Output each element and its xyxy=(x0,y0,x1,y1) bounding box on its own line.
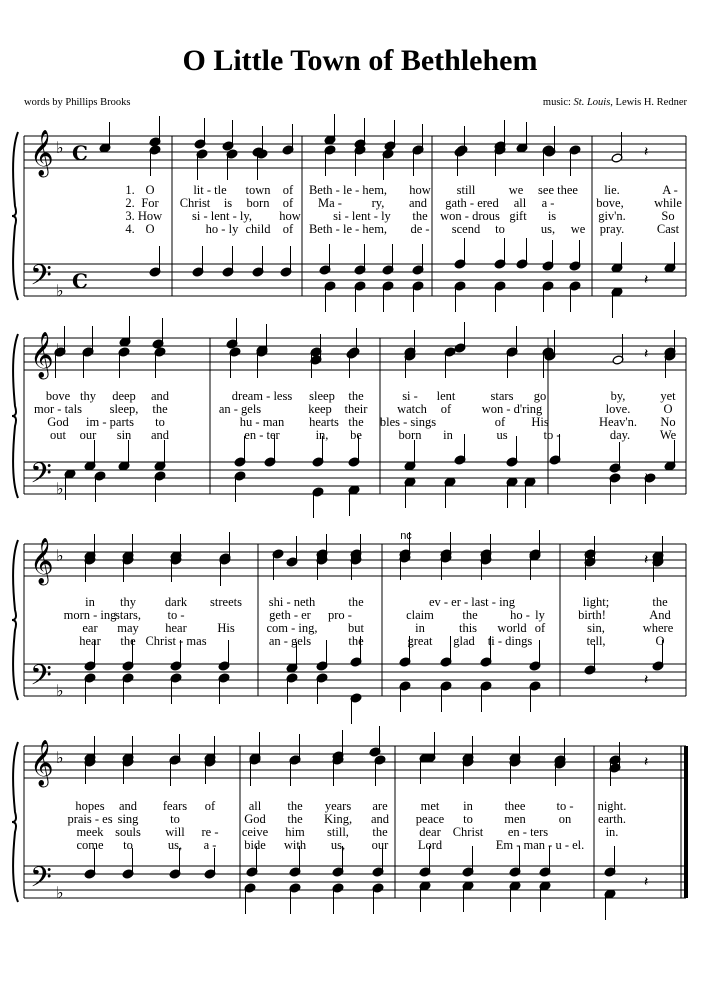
lyric-syllable: with xyxy=(283,838,307,852)
lyric-syllable: to xyxy=(463,812,473,826)
lyric-syllable: how xyxy=(409,183,431,197)
lyric-syllable: the xyxy=(372,825,388,839)
lyric-syllable: a - xyxy=(541,196,555,210)
lyric-syllable: thy xyxy=(80,389,96,403)
lyric-syllable: of xyxy=(440,402,452,416)
lyric-syllable: light; xyxy=(582,595,610,609)
lyric-syllable: thy xyxy=(120,595,136,609)
lyric-syllable: met xyxy=(420,799,440,813)
lyric-syllable: prais - es xyxy=(67,812,113,826)
lyric-syllable: claim xyxy=(406,608,434,622)
lyric-syllable: de - xyxy=(410,222,430,236)
lyric-syllable: And xyxy=(649,608,671,622)
lyric-syllable: us, xyxy=(167,838,183,852)
lyric-syllable: birth! xyxy=(578,608,606,622)
lyric-syllable: hopes xyxy=(75,799,105,813)
lyric-syllable: sleep xyxy=(309,389,335,403)
lyric-syllable: earth. xyxy=(597,812,627,826)
key-flat-icon: ♭ xyxy=(56,138,64,157)
lyric-syllable: of xyxy=(494,415,506,429)
quarter-rest-icon: 𝄽 xyxy=(644,144,649,160)
lyric-syllable: of xyxy=(534,621,546,635)
lyric-syllable: out xyxy=(50,428,66,442)
bass-clef-icon: 𝄢 xyxy=(30,457,52,497)
lyric-syllable: Heav'n. xyxy=(598,415,638,429)
treble-clef-icon: 𝄞 xyxy=(30,332,54,378)
lyric-syllable: hear xyxy=(79,634,101,648)
lyric-syllable: ev - er - last - ing xyxy=(428,595,516,609)
lyric-syllable: an - gels xyxy=(268,634,312,648)
treble-clef-icon: 𝄞 xyxy=(30,130,54,176)
lyric-syllable: tell, xyxy=(586,634,606,648)
lyric-syllable: peace xyxy=(415,812,445,826)
common-time-icon: C xyxy=(72,269,88,293)
lyric-syllable: all xyxy=(513,196,527,210)
lyric-syllable: in xyxy=(463,799,473,813)
lyric-syllable: a - xyxy=(203,838,217,852)
lyric-syllable: to - xyxy=(167,608,185,622)
lyric-syllable: 2. xyxy=(125,196,135,210)
lyric-syllable: in xyxy=(415,621,425,635)
lyric-syllable: For xyxy=(141,196,159,210)
hymn-title: O Little Town of Bethlehem xyxy=(182,44,538,77)
lyric-syllable: our xyxy=(371,838,389,852)
common-time-icon: C xyxy=(72,141,88,165)
lyric-syllable: to xyxy=(170,812,180,826)
lyric-syllable: great xyxy=(407,634,433,648)
quarter-rest-icon: 𝄽 xyxy=(644,874,649,890)
lyric-syllable: we xyxy=(570,222,586,236)
quarter-rest-icon: 𝄽 xyxy=(644,346,649,362)
lyric-syllable: gath - ered xyxy=(445,196,499,210)
lyric-syllable: night. xyxy=(597,799,627,813)
key-flat-icon: ♭ xyxy=(56,281,64,300)
lyric-syllable: streets xyxy=(210,595,242,609)
lyric-syllable: fears xyxy=(162,799,188,813)
key-flat-icon: ♭ xyxy=(56,681,64,700)
key-flat-icon: ♭ xyxy=(56,748,64,767)
bass-clef-icon: 𝄢 xyxy=(30,259,52,299)
lyric-syllable: men xyxy=(504,812,526,826)
lyric-syllable: an - gels xyxy=(218,402,262,416)
lyric-syllable: the xyxy=(348,595,364,609)
lyric-syllable: keep xyxy=(308,402,332,416)
lyric-syllable: in. xyxy=(605,825,619,839)
lyric-syllable: God xyxy=(244,812,266,826)
lyric-syllable: Christ - mas xyxy=(145,634,207,648)
lyric-syllable: the xyxy=(348,389,364,403)
lyric-syllable: to - xyxy=(543,428,561,442)
lyric-syllable: the xyxy=(152,402,168,416)
lyric-syllable: ear xyxy=(82,621,98,635)
lyric-syllable: hear xyxy=(165,621,187,635)
lyric-syllable: hu - man xyxy=(239,415,285,429)
lyric-syllable: meek xyxy=(76,825,104,839)
chord-symbol-nc: nc xyxy=(400,530,412,542)
music-credit-tune: St. Louis xyxy=(573,97,611,108)
lyric-syllable: may xyxy=(117,621,139,635)
lyric-syllable: of xyxy=(282,196,294,210)
lyric-syllable: to xyxy=(495,222,505,236)
lyric-syllable: re - xyxy=(201,825,219,839)
lyric-syllable: born xyxy=(246,196,270,210)
key-flat-icon: ♭ xyxy=(56,546,64,565)
lyric-syllable: town xyxy=(245,183,271,197)
lyric-syllable: sin xyxy=(116,428,132,442)
lyric-syllable: giv'n. xyxy=(598,209,626,223)
lyric-syllable: love. xyxy=(605,402,631,416)
lyric-syllable: in, xyxy=(315,428,329,442)
lyric-syllable: this xyxy=(458,621,478,635)
lyric-syllable: him xyxy=(285,825,305,839)
treble-clef-icon: 𝄞 xyxy=(30,538,54,584)
lyric-syllable: be xyxy=(350,428,362,442)
lyric-syllable: child xyxy=(245,222,271,236)
lyric-syllable: com - ing, xyxy=(266,621,318,635)
lyric-syllable: will xyxy=(165,825,185,839)
lyric-syllable: and xyxy=(370,812,390,826)
lyric-syllable: morn - ing xyxy=(63,608,117,622)
lyric-syllable: His xyxy=(217,621,235,635)
lyric-syllable: come xyxy=(76,838,104,852)
lyric-syllable: watch xyxy=(397,402,427,416)
lyric-syllable: the xyxy=(462,608,478,622)
lyric-syllable: bove xyxy=(45,389,71,403)
brace xyxy=(12,742,18,902)
lyric-syllable: God xyxy=(47,415,69,429)
lyric-syllable: Cast xyxy=(656,222,680,236)
lyric-syllable: 3. xyxy=(125,209,135,223)
lyric-syllable: to xyxy=(123,838,133,852)
lyric-syllable: us, xyxy=(330,838,346,852)
lyric-syllable: their xyxy=(344,402,368,416)
lyric-syllable: souls xyxy=(115,825,141,839)
lyric-syllable: us xyxy=(496,428,508,442)
lyric-syllable: So xyxy=(661,209,675,223)
lyric-syllable: born xyxy=(398,428,422,442)
lyric-syllable: stars, xyxy=(114,608,142,622)
treble-clef-icon: 𝄞 xyxy=(30,740,54,786)
lyric-syllable: dark xyxy=(164,595,188,609)
lyric-syllable: O xyxy=(145,183,155,197)
lyric-syllable: en - ter xyxy=(244,428,280,442)
lyric-syllable: hearts xyxy=(309,415,339,429)
lyric-syllable: the xyxy=(348,415,364,429)
key-flat-icon: ♭ xyxy=(56,479,64,498)
lyric-syllable: to xyxy=(155,415,165,429)
lyric-syllable: Ma - xyxy=(318,196,342,210)
lyric-syllable: won - drous xyxy=(440,209,500,223)
lyric-syllable: scend xyxy=(451,222,481,236)
lyric-syllable: and xyxy=(150,389,170,403)
lyric-syllable: yet xyxy=(660,389,676,403)
lyric-syllable: stars xyxy=(490,389,514,403)
lyric-syllable: pro - xyxy=(328,608,352,622)
lyric-syllable: and xyxy=(408,196,428,210)
lyric-syllable: ry, xyxy=(371,196,385,210)
lyric-syllable: Christ xyxy=(452,825,484,839)
lyric-syllable: is xyxy=(223,196,233,210)
lyric-syllable: of xyxy=(282,183,294,197)
lyric-syllable: si - xyxy=(402,389,418,403)
lyric-syllable: in xyxy=(85,595,95,609)
music-credit-prefix: music: xyxy=(542,97,574,108)
lyric-syllable: the xyxy=(287,799,303,813)
lyric-syllable: No xyxy=(660,415,676,429)
lyric-syllable: the xyxy=(120,634,136,648)
lyric-syllable: O xyxy=(655,634,665,648)
lyric-syllable: and xyxy=(118,799,138,813)
words-credit: words by Phillips Brooks xyxy=(24,97,131,108)
brace xyxy=(12,540,18,700)
lyric-syllable: world xyxy=(497,621,527,635)
lyric-syllable: si - lent - ly xyxy=(333,209,391,223)
bass-clef-icon: 𝄢 xyxy=(30,659,52,699)
lyric-syllable: bove, xyxy=(596,196,624,210)
lyric-syllable: lent xyxy=(436,389,456,403)
lyric-syllable: go xyxy=(533,389,547,403)
lyric-syllable: deep xyxy=(112,389,136,403)
lyric-syllable: pray. xyxy=(599,222,625,236)
lyric-syllable: A - xyxy=(662,183,678,197)
lyric-syllable: won - d'ring xyxy=(481,402,543,416)
lyric-syllable: sleep, xyxy=(109,402,139,416)
lyric-syllable: si - lent - ly, xyxy=(192,209,252,223)
lyric-syllable: thee xyxy=(504,799,526,813)
final-barline-thick xyxy=(684,746,688,898)
lyric-syllable: ti - dings xyxy=(487,634,533,648)
lyric-syllable: His xyxy=(531,415,549,429)
bass-clef-icon: 𝄢 xyxy=(30,861,52,901)
lyric-syllable: We xyxy=(659,428,677,442)
lyric-syllable: the xyxy=(348,634,364,648)
lyric-syllable: our xyxy=(79,428,97,442)
lyric-syllable: is xyxy=(547,209,557,223)
lyric-syllable: where xyxy=(642,621,674,635)
lyric-syllable: Em - man - u - el. xyxy=(495,838,585,852)
lyric-syllable: dear xyxy=(419,825,441,839)
quarter-rest-icon: 𝄽 xyxy=(644,754,649,770)
quarter-rest-icon: 𝄽 xyxy=(644,470,649,486)
lyric-syllable: still, xyxy=(327,825,349,839)
lyric-syllable: years xyxy=(324,799,352,813)
lyric-syllable: mor - tals xyxy=(34,402,82,416)
lyric-syllable: geth - er xyxy=(269,608,311,622)
brace xyxy=(12,132,18,300)
lyric-syllable: shi - neth xyxy=(268,595,316,609)
lyric-syllable: sing xyxy=(117,812,139,826)
lyric-syllable: lit - tle xyxy=(193,183,227,197)
lyric-syllable: to - xyxy=(556,799,574,813)
lyric-syllable: ceive xyxy=(241,825,269,839)
lyric-syllable: Beth - le - hem, xyxy=(308,222,388,236)
lyric-syllable: on xyxy=(558,812,572,826)
lyric-syllable: by, xyxy=(610,389,626,403)
lyric-syllable: see thee xyxy=(538,183,578,197)
lyric-syllable: ly xyxy=(535,608,545,622)
lyric-syllable: 4. xyxy=(125,222,135,236)
lyric-syllable: en - ters xyxy=(507,825,549,839)
lyric-syllable: us, xyxy=(540,222,556,236)
lyric-syllable: How xyxy=(137,209,163,223)
lyric-syllable: Christ xyxy=(179,196,211,210)
lyric-syllable: dream - less xyxy=(231,389,293,403)
lyric-syllable: still xyxy=(456,183,476,197)
lyric-syllable: but xyxy=(348,621,364,635)
lyric-syllable: we xyxy=(508,183,524,197)
lyric-syllable: while xyxy=(654,196,682,210)
lyric-syllable: lie. xyxy=(604,183,620,197)
lyric-syllable: are xyxy=(372,799,388,813)
lyric-syllable: how xyxy=(279,209,301,223)
key-flat-icon: ♭ xyxy=(56,883,64,902)
lyric-syllable: ho - ly xyxy=(205,222,239,236)
quarter-rest-icon: 𝄽 xyxy=(644,672,649,688)
lyric-syllable: bles - sings xyxy=(379,415,437,429)
lyric-syllable: ho - xyxy=(510,608,530,622)
lyric-syllable: im - parts xyxy=(86,415,134,429)
music-credit-composer: , Lewis H. Redner xyxy=(610,97,687,108)
lyric-syllable: 1. xyxy=(125,183,135,197)
lyric-syllable: O xyxy=(663,402,673,416)
lyric-syllable: Beth - le - hem, xyxy=(308,183,388,197)
lyric-syllable: of xyxy=(204,799,216,813)
lyric-syllable: and xyxy=(150,428,170,442)
lyric-syllable: O xyxy=(145,222,155,236)
lyric-syllable: all xyxy=(248,799,262,813)
lyric-syllable: King, xyxy=(323,812,353,826)
brace xyxy=(12,334,18,498)
lyric-syllable: gift xyxy=(509,209,527,223)
lyric-syllable: in xyxy=(443,428,453,442)
lyric-syllable: the xyxy=(287,812,303,826)
lyric-syllable: Lord xyxy=(417,838,443,852)
lyric-syllable: the xyxy=(652,595,668,609)
quarter-rest-icon: 𝄽 xyxy=(644,272,649,288)
lyric-syllable: glad xyxy=(453,634,475,648)
lyric-syllable: sin, xyxy=(587,621,605,635)
lyric-syllable: day. xyxy=(609,428,631,442)
quarter-rest-icon: 𝄽 xyxy=(644,552,649,568)
lyric-syllable: the xyxy=(412,209,428,223)
lyric-syllable: of xyxy=(282,222,294,236)
lyric-syllable: bide xyxy=(244,838,266,852)
